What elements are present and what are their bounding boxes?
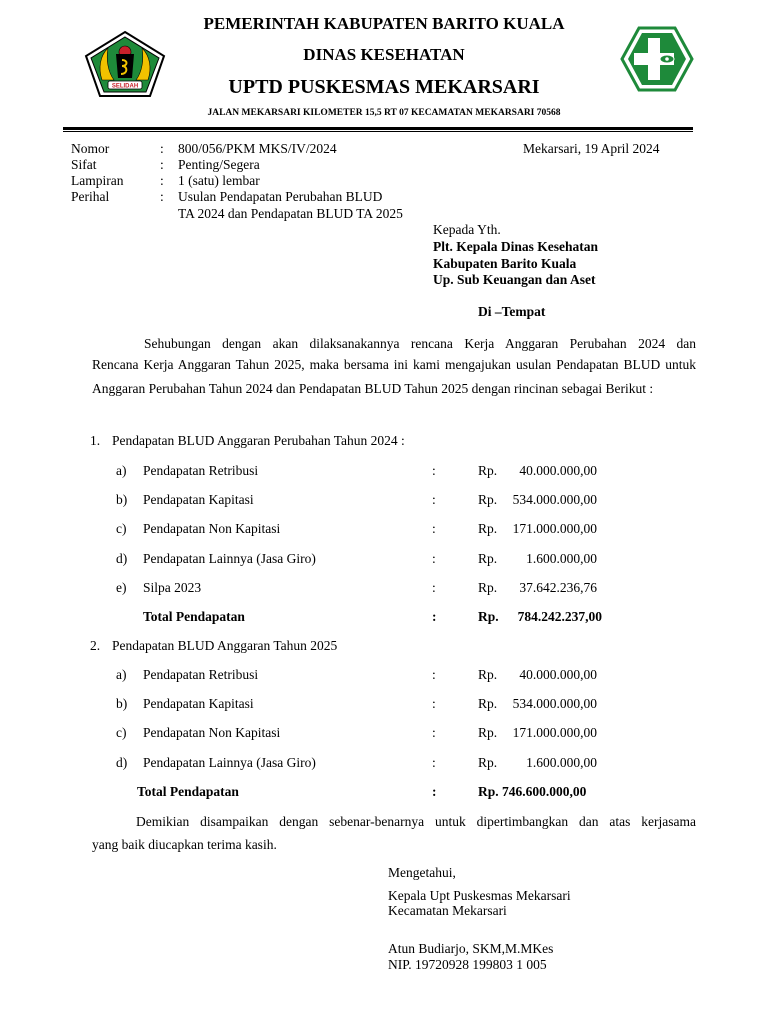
section1-item-currency: Rp. (478, 521, 498, 537)
meta-sep-lampiran: : (160, 173, 164, 188)
section2-total-label: Total Pendapatan (137, 784, 239, 799)
section1-total-amount: 784.242.237,00 (517, 609, 602, 624)
recipient-line1: Plt. Kepala Dinas Kesehatan (433, 239, 599, 254)
section1-total-currency: Rp. (478, 609, 499, 624)
closing-second-line: yang baik diucapkan terima kasih. (92, 837, 277, 852)
section1-item-letter: c) (116, 521, 127, 537)
section1-item-row (0, 521, 768, 539)
section1-item-currency: Rp. (478, 463, 498, 478)
section1-item-sep: : (432, 550, 436, 566)
section1-item-row (0, 463, 768, 481)
section1-total-row (0, 609, 768, 627)
section2-item-row (0, 696, 768, 714)
header-uptd: UPTD PUSKESMAS MEKARSARI (228, 76, 540, 98)
section1-item-sep: : (432, 492, 436, 508)
section2-item-amount: 40.000.000,00 (519, 667, 597, 682)
puskesmas-logo-icon (620, 26, 694, 92)
section1-item-currency: Rp. (478, 579, 498, 595)
section1-item-amount: 534.000.000,00 (512, 492, 597, 508)
section1-item-sep: : (432, 521, 436, 537)
section1-number: 1. (90, 433, 101, 448)
section2-item-label: Pendapatan Non Kapitasi (143, 725, 281, 741)
section2-item-sep: : (432, 754, 436, 770)
meta-value-nomor: 800/056/PKM MKS/IV/2024 (178, 141, 337, 156)
section1-item-currency: Rp. (478, 492, 498, 508)
section2-item-sep: : (432, 725, 436, 741)
header-rule-thick (63, 127, 693, 130)
section1-total-label: Total Pendapatan (143, 609, 245, 624)
meta-value-perihal-cont: TA 2024 dan Pendapatan BLUD TA 2025 (178, 206, 403, 221)
section2-item-letter: b) (116, 696, 128, 712)
section2-item-amount: 171.000.000,00 (512, 725, 597, 741)
section1-item-letter: a) (116, 463, 127, 478)
letter-date: Mekarsari, 19 April 2024 (523, 141, 660, 156)
section1-total-sep: : (432, 609, 437, 624)
header-department: DINAS KESEHATAN (303, 45, 465, 64)
section2-item-letter: a) (116, 667, 127, 682)
section1-item-row (0, 492, 768, 510)
meta-label-sifat: Sifat (71, 157, 97, 172)
section2-total-row (0, 784, 768, 802)
meta-label-perihal: Perihal (71, 189, 110, 204)
header-government: PEMERINTAH KABUPATEN BARITO KUALA (203, 14, 565, 33)
section2-item-label: Pendapatan Retribusi (143, 667, 259, 682)
signature-known: Mengetahui, (388, 865, 456, 880)
recipient-place: Di –Tempat (478, 304, 546, 319)
section2-item-row (0, 755, 768, 773)
intro-first-line (92, 336, 696, 352)
meta-sep-nomor: : (160, 141, 164, 156)
section1-item-amount: 37.642.236,76 (519, 579, 597, 595)
section2-item-label: Pendapatan Lainnya (Jasa Giro) (143, 754, 316, 770)
meta-label-lampiran: Lampiran (71, 173, 124, 188)
section2-item-row (0, 725, 768, 743)
section2-item-letter: d) (116, 754, 128, 770)
meta-sep-sifat: : (160, 157, 164, 172)
section1-item-letter: b) (116, 492, 128, 508)
section1-item-label: Pendapatan Lainnya (Jasa Giro) (143, 550, 316, 566)
signature-title2: Kecamatan Mekarsari (388, 903, 507, 918)
intro-paragraph: Rencana Kerja Anggaran Tahun 2025, maka bersama ini kami mengajukan usulan Pendapatan BLUD untuk Anggaran Perubahan Tahun 2024 dan Pendapatan BLUD Tahun 2025 dengan rincinan sebagai Berikut : (92, 357, 696, 396)
section2-item-sep: : (432, 667, 436, 682)
section1-title: Pendapatan BLUD Anggaran Perubahan Tahun 2024 : (112, 433, 405, 448)
intro-first-line-text: Sehubungan dengan akan dilaksanakannya rencana Kerja Anggaran Perubahan 2024 dan (144, 336, 696, 351)
section1-item-sep: : (432, 463, 436, 478)
section1-item-currency: Rp. (478, 550, 498, 566)
section2-item-currency: Rp. (478, 696, 498, 712)
section1-item-label: Silpa 2023 (143, 579, 202, 595)
section1-item-amount: 171.000.000,00 (512, 521, 597, 537)
section2-total-amount: Rp. 746.600.000,00 (478, 784, 587, 799)
section1-item-label: Pendapatan Non Kapitasi (143, 521, 281, 537)
meta-value-lampiran: 1 (satu) lembar (178, 173, 260, 188)
meta-label-nomor: Nomor (71, 141, 110, 156)
recipient-line3: Up. Sub Keuangan dan Aset (433, 272, 596, 287)
closing-first-line-text: Demikian disampaikan dengan sebenar-benarnya untuk dipertimbangkan dan atas kerjasama (136, 814, 696, 829)
header-address: JALAN MEKARSARI KILOMETER 15,5 RT 07 KECAMATAN MEKARSARI 70568 (207, 108, 561, 118)
section2-item-amount: 534.000.000,00 (512, 696, 597, 712)
section2-item-label: Pendapatan Kapitasi (143, 696, 254, 712)
signature-title1: Kepala Upt Puskesmas Mekarsari (388, 888, 571, 903)
section1-item-label: Pendapatan Kapitasi (143, 492, 254, 508)
crest-ribbon-text: SELIDAH (111, 83, 139, 90)
section1-item-row (0, 580, 768, 598)
section2-number: 2. (90, 638, 101, 653)
section2-item-letter: c) (116, 725, 127, 741)
section1-item-sep: : (432, 579, 436, 595)
closing-first-line (92, 814, 696, 830)
section2-item-currency: Rp. (478, 754, 498, 770)
section2-title: Pendapatan BLUD Anggaran Tahun 2025 (112, 638, 338, 653)
section2-total-sep: : (432, 784, 437, 799)
header-rule-thin (63, 131, 693, 132)
section1-item-row (0, 551, 768, 569)
section1-item-label: Pendapatan Retribusi (143, 463, 259, 478)
signature-nip: NIP. 19720928 199803 1 005 (388, 957, 547, 972)
section1-item-letter: d) (116, 550, 128, 566)
recipient-line2: Kabupaten Barito Kuala (433, 256, 577, 271)
section1-item-amount: 1.600.000,00 (526, 550, 597, 566)
section2-item-row (0, 667, 768, 685)
meta-value-sifat: Penting/Segera (178, 157, 260, 172)
meta-sep-perihal: : (160, 189, 164, 204)
section1-item-amount: 40.000.000,00 (519, 463, 597, 478)
meta-value-perihal: Usulan Pendapatan Perubahan BLUD (178, 189, 383, 204)
section2-item-currency: Rp. (478, 725, 498, 741)
signature-name: Atun Budiarjo, SKM,M.MKes (388, 941, 554, 956)
section1-item-letter: e) (116, 579, 127, 595)
section2-item-currency: Rp. (478, 667, 498, 682)
section2-item-amount: 1.600.000,00 (526, 754, 597, 770)
recipient-greeting: Kepada Yth. (433, 222, 501, 237)
section2-item-sep: : (432, 696, 436, 712)
